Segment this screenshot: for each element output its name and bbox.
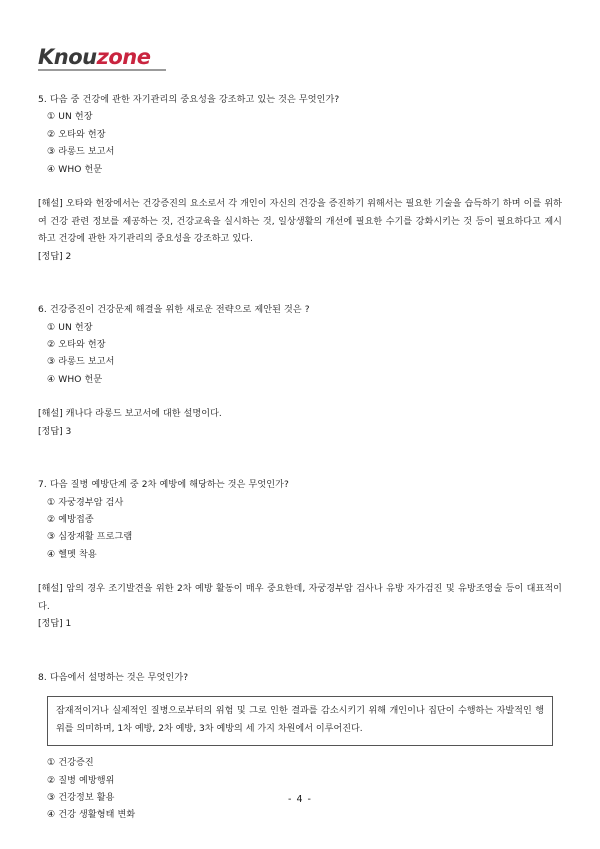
choice-option: ④ WHO 헌문 [47, 374, 103, 385]
boxed-passage: 잠재적이거나 실제적인 질병으로부터의 위험 및 그로 인한 결과를 감소시키기 위해 개인이나 집단이 수행하는 자발적인 행위를 의미하며, 1차 예방, 2차 예방, 3차 예방의 세 가지 차원에서 이루어진다. [47, 696, 553, 746]
choice-option: ① 자궁경부암 검사 [47, 497, 124, 508]
answer-text: [정답] 1 [38, 619, 72, 630]
choice-option: ② 오타와 헌장 [47, 129, 106, 140]
question-block-5 [38, 92, 562, 266]
explanation-text: [해설] 캐나다 라롱드 보고서에 대한 설명이다. [38, 409, 222, 420]
page-number: - 4 - [288, 794, 312, 805]
question-stem: 7. 다음 질병 예방단계 중 2차 예방에 해당하는 것은 무엇인가? [38, 480, 289, 491]
choice-option: ③ 건강정보 활용 [47, 792, 115, 803]
choice-option: ② 오타와 헌장 [47, 340, 106, 351]
logo-underline [38, 69, 166, 71]
choice-option: ④ 건강 생활형태 변화 [47, 810, 136, 821]
choice-option: ① 건강증진 [47, 758, 94, 769]
choice-option: ② 질병 예방행위 [47, 775, 115, 786]
choice-option: ③ 심장재활 프로그램 [47, 532, 133, 543]
question-stem: 6. 건강증진이 건강문제 해결을 위한 새로운 전략으로 제안된 것은 ? [38, 305, 310, 316]
question-block-7 [38, 477, 562, 634]
choice-option: ③ 라롱드 보고서 [47, 147, 115, 158]
question-stem: 8. 다음에서 설명하는 것은 무엇인가? [38, 672, 189, 683]
spacer [38, 746, 562, 755]
answer-text: [정답] 3 [38, 426, 72, 437]
question-stem: 5. 다음 중 건강에 관한 자기관리의 중요성을 강조하고 있는 것은 무엇인가? [38, 95, 340, 105]
logo-text-nou: nou [53, 45, 97, 69]
choice-option: ② 예방접종 [47, 515, 94, 526]
logo-wordmark [38, 46, 168, 68]
choice-option: ④ WHO 헌문 [47, 164, 103, 175]
spacer [38, 564, 562, 581]
spacer [38, 266, 562, 302]
spacer [38, 389, 562, 406]
explanation-text: [해설] 암의 경우 조기발견을 위한 2차 예방 활동이 매우 중요한데, 자궁경부암 검사나 유방 자가검진 및 유방조영술 등이 대표적이다. [38, 584, 562, 612]
choice-option: ④ 헬멧 착용 [47, 549, 97, 560]
choice-option: ① UN 헌장 [47, 112, 93, 123]
spacer [38, 179, 562, 196]
logo-text-k: K [38, 45, 54, 69]
spacer [38, 441, 562, 477]
explanation-text: [해설] 오타와 헌장에서는 건강증진의 요소로서 각 개인이 자신의 건강을 증진하기 위해서는 필요한 기술을 습득하기 하며 이를 위하여 건강 관련 정보를 제공하는 것, 건강교육을 실시하는 것, 일상생활의 개선에 필요한 수기를 강화시키는 것 등이 필요하다고 제시하고 건강에 관한 자기관리의 중요성을 강조하고 있다. [38, 199, 562, 245]
choice-option: ① UN 헌장 [47, 322, 93, 333]
knouzone-logo [38, 46, 168, 72]
answer-text: [정답] 2 [38, 251, 72, 262]
logo-text-zone: zone [96, 45, 151, 69]
document-body [38, 92, 562, 825]
question-block-6 [38, 302, 562, 441]
spacer [38, 634, 562, 670]
choice-option: ③ 라롱드 보고서 [47, 357, 115, 368]
